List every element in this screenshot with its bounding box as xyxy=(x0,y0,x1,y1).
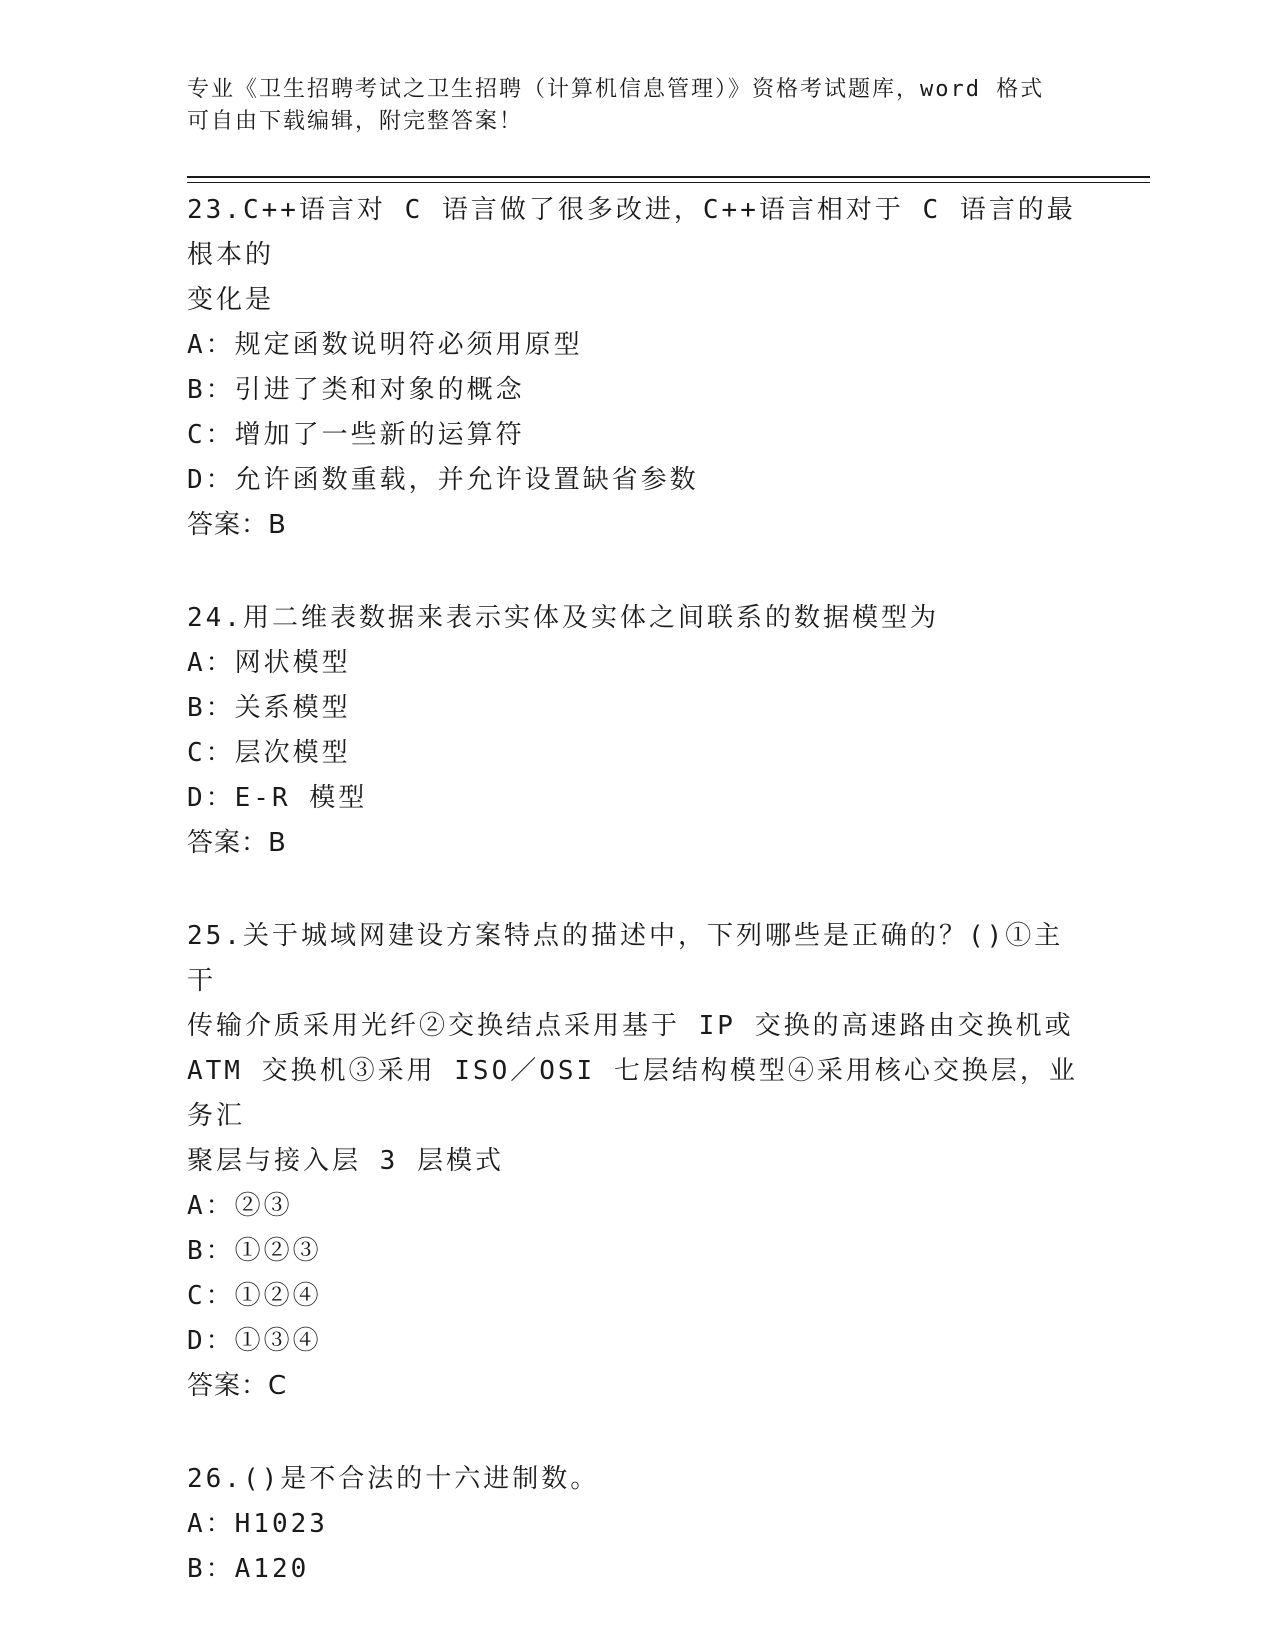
document-header xyxy=(187,74,1087,138)
question-stem-line-1: 用二维表数据来表示实体及实体之间联系的数据模型为 xyxy=(242,603,939,633)
question-23 xyxy=(187,188,1087,548)
question-number: 24. xyxy=(187,603,243,633)
question-stem-line-4: 聚层与接入层 3 层模式 xyxy=(187,1146,504,1176)
option-b: B：A120 xyxy=(187,1554,310,1584)
option-c: C：层次模型 xyxy=(187,738,351,768)
question-stem-line-2: 传输介质采用光纤②交换结点采用基于 IP 交换的高速路由交换机或 xyxy=(187,1011,1074,1041)
question-number: 23. xyxy=(187,195,243,225)
option-a: A：②③ xyxy=(187,1191,293,1221)
option-b: B：引进了类和对象的概念 xyxy=(187,375,525,405)
question-stem-line-1: ()是不合法的十六进制数。 xyxy=(242,1464,600,1494)
option-d: D：允许函数重载，并允许设置缺省参数 xyxy=(187,465,699,495)
option-a: A：规定函数说明符必须用原型 xyxy=(187,330,583,360)
header-line-2: 可自由下载编辑，附完整答案！ xyxy=(187,109,524,134)
question-text xyxy=(187,1457,1087,1502)
question-stem-line-3: ATM 交换机③采用 ISO／OSI 七层结构模型④采用核心交换层，业务汇 xyxy=(187,1056,1078,1131)
question-stem-line-2: 变化是 xyxy=(187,285,275,315)
option-a: A：H1023 xyxy=(187,1509,328,1539)
question-number: 26. xyxy=(187,1464,243,1494)
option-c: C：①②④ xyxy=(187,1281,322,1311)
header-divider-thin xyxy=(187,182,1150,183)
question-24 xyxy=(187,596,1087,866)
option-d: D：①③④ xyxy=(187,1326,322,1356)
option-d: D：E-R 模型 xyxy=(187,783,368,813)
option-b: B：①②③ xyxy=(187,1236,322,1266)
answer: 答案：C xyxy=(187,1371,288,1401)
question-26 xyxy=(187,1457,1087,1592)
header-line-1: 专业《卫生招聘考试之卫生招聘（计算机信息管理）》资格考试题库，word 格式 xyxy=(187,77,1045,102)
header-divider-thick xyxy=(187,176,1150,178)
question-number: 25. xyxy=(187,921,243,951)
question-stem-line-1: 关于城域网建设方案特点的描述中，下列哪些是正确的？()①主干 xyxy=(187,921,1064,996)
question-text xyxy=(187,596,1087,641)
option-b: B：关系模型 xyxy=(187,693,351,723)
question-list xyxy=(187,188,1087,1640)
answer: 答案：B xyxy=(187,510,287,540)
question-stem-line-1: C++语言对 C 语言做了很多改进，C++语言相对于 C 语言的最根本的 xyxy=(187,195,1076,270)
option-a: A：网状模型 xyxy=(187,648,351,678)
question-text xyxy=(187,914,1087,1004)
question-25 xyxy=(187,914,1087,1409)
answer: 答案：B xyxy=(187,828,287,858)
question-text xyxy=(187,188,1087,278)
option-c: C：增加了一些新的运算符 xyxy=(187,420,525,450)
